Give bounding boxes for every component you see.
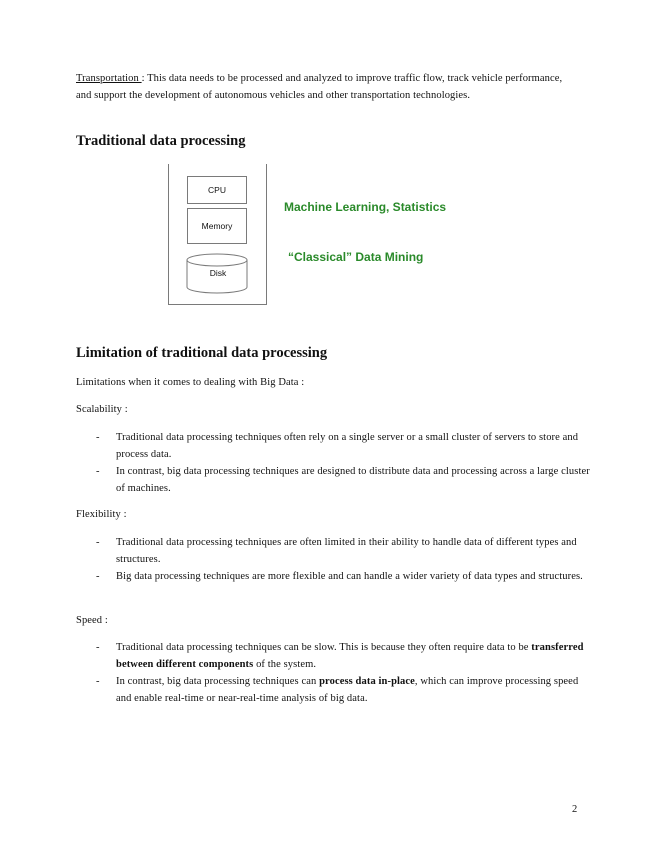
page-number: 2 bbox=[572, 804, 578, 815]
flexibility-list bbox=[76, 534, 591, 585]
disk-label: Disk bbox=[209, 268, 227, 278]
traditional-heading: Traditional data processing bbox=[76, 133, 246, 149]
list-item: - In contrast, big data processing techniques can process data in-place, which can improve processing speed and enable real-time or near-real-time analysis of big data. bbox=[96, 676, 579, 704]
machine-learning-label: Machine Learning, Statistics bbox=[284, 200, 447, 214]
bullet-text: In contrast, big data processing techniques are designed to distribute data and processing across a large cluster of machines. bbox=[116, 466, 590, 494]
transportation-label: Transportation bbox=[76, 73, 142, 84]
transportation-text: : This data needs to be processed and analyzed to improve traffic flow, track vehicle performance, and support the development of autonomous vehicles and other transportation technologies. bbox=[76, 73, 563, 101]
scalability-title: Scalability : bbox=[76, 404, 128, 415]
cpu-box: CPU bbox=[187, 176, 247, 204]
list-item: - Traditional data processing techniques often rely on a single server or a small cluster of servers to store and process data. bbox=[96, 432, 579, 460]
scalability-list bbox=[76, 429, 591, 497]
bullet-text: , which can improve processing speed and enable real-time or near-real-time analysis of big data. bbox=[116, 676, 579, 704]
bullet-text: Traditional data processing techniques often rely on a single server or a small cluster of servers to store and process data. bbox=[116, 432, 579, 460]
bullet-text: In contrast, big data processing techniques can bbox=[116, 676, 320, 687]
bullet-bold-text: transferred between different components bbox=[116, 642, 584, 670]
bullet-text: Big data processing techniques are more flexible and can handle a wider variety of data types and structures. bbox=[116, 571, 583, 582]
speed-title: Speed : bbox=[76, 615, 108, 626]
bullet-bold-text: process data in-place bbox=[319, 676, 415, 687]
bullet-text: Traditional data processing techniques can be slow. This is because they often require data to be bbox=[116, 642, 532, 653]
flexibility-title: Flexibility : bbox=[76, 509, 127, 520]
limitation-intro: Limitations when it comes to dealing with Big Data : bbox=[76, 377, 305, 388]
transportation-paragraph bbox=[76, 70, 576, 104]
speed-list bbox=[76, 639, 591, 707]
classical-data-mining-label: “Classical” Data Mining bbox=[288, 250, 424, 264]
memory-box: Memory bbox=[187, 208, 247, 244]
bullet-text: Traditional data processing techniques are often limited in their ability to handle data of different types and structures. bbox=[116, 537, 577, 565]
list-item: - In contrast, big data processing techniques are designed to distribute data and processing across a large cluster of machines. bbox=[96, 466, 590, 494]
limitation-heading: Limitation of traditional data processing bbox=[76, 345, 328, 361]
bullet-text: of the system. bbox=[253, 659, 317, 670]
list-item: - Big data processing techniques are more flexible and can handle a wider variety of data types and structures. bbox=[96, 571, 583, 582]
list-item: - Traditional data processing techniques are often limited in their ability to handle data of different types and structures. bbox=[96, 537, 577, 565]
list-item: - Traditional data processing techniques can be slow. This is because they often require data to be transferred between different components of the system. bbox=[96, 642, 584, 670]
